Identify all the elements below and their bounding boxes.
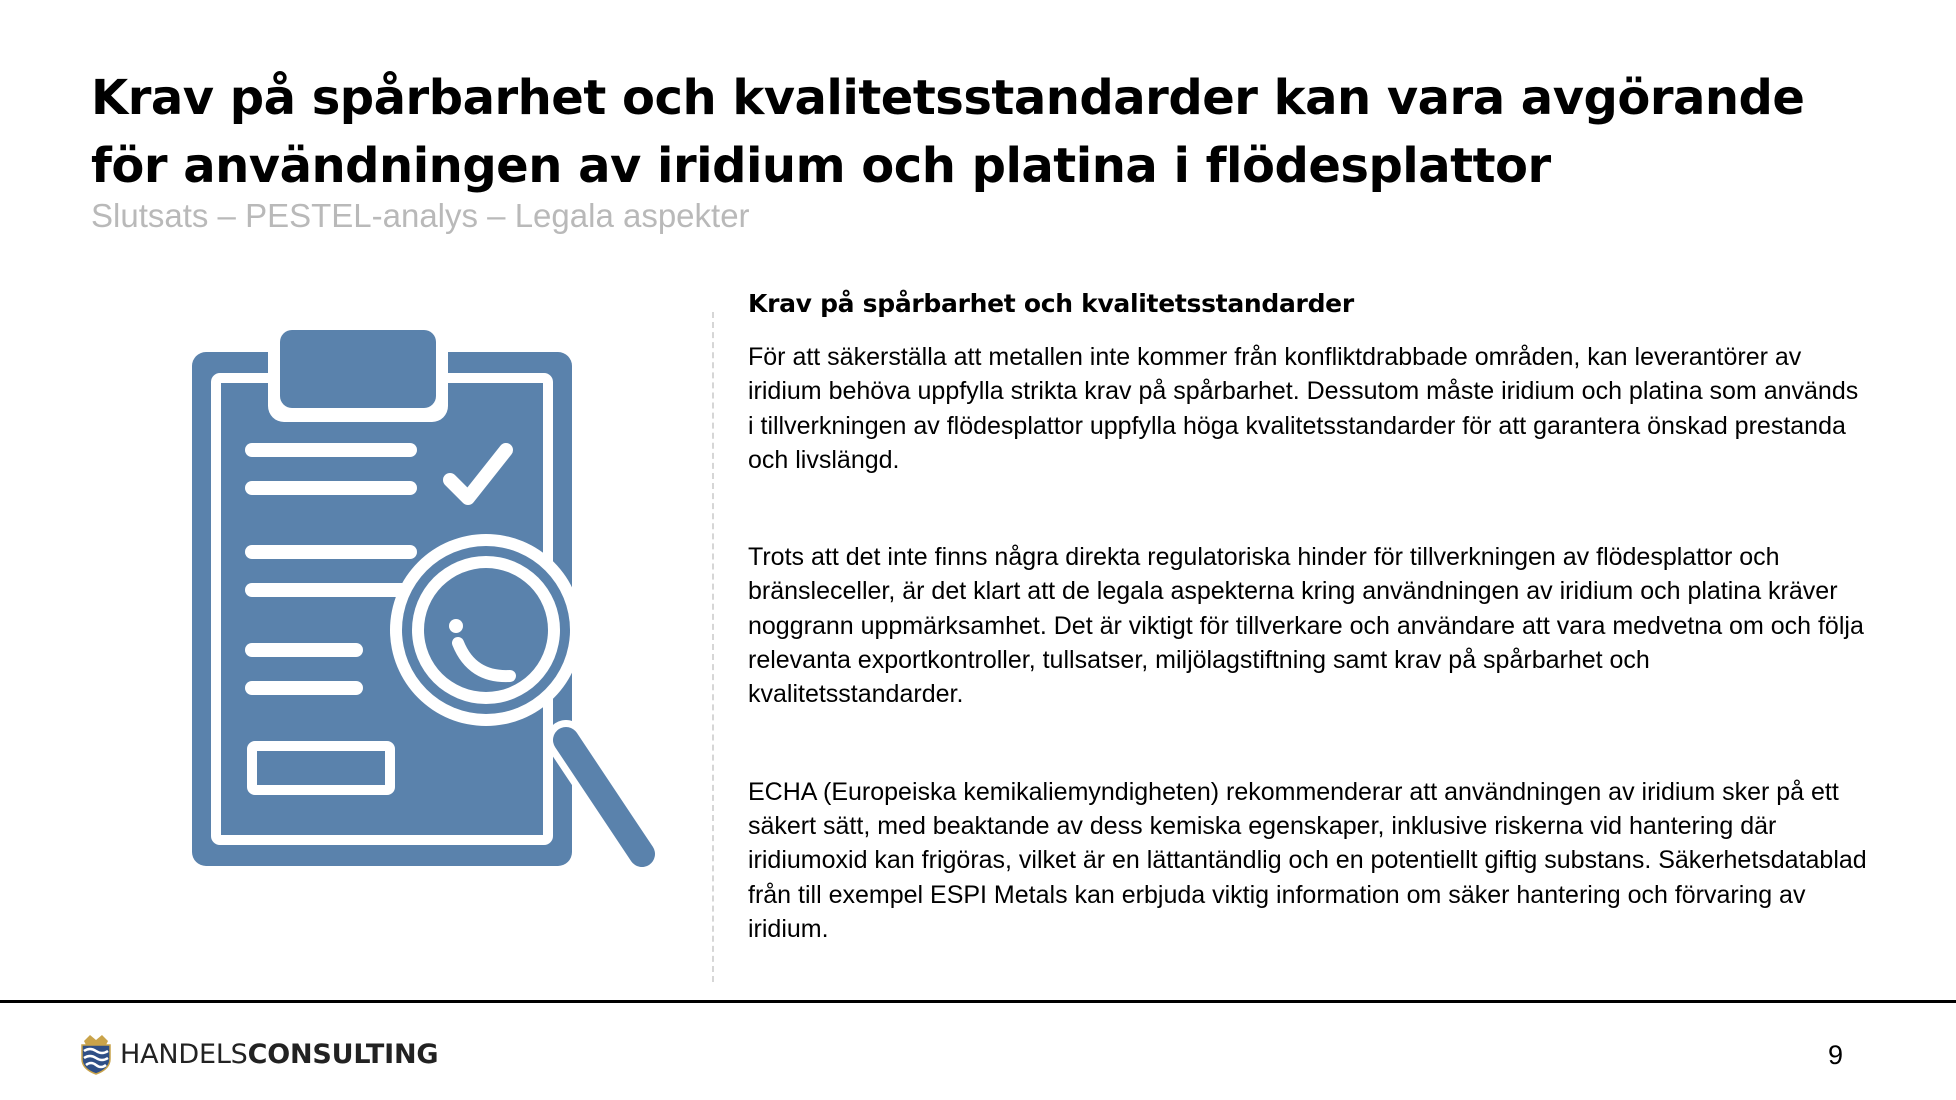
crest-icon	[78, 1033, 114, 1075]
section-heading: Krav på spårbarhet och kvalitetsstandarder	[748, 289, 1354, 318]
logo-text-handels: HANDELS	[120, 1038, 248, 1070]
page-number: 9	[1827, 1040, 1843, 1070]
logo-wordmark	[120, 1039, 438, 1070]
content-column	[748, 284, 1868, 1009]
footer-divider	[0, 1000, 1956, 1003]
paragraph-echa: ECHA (Europeiska kemikaliemyndigheten) rekommenderar att användningen av iridium sker på ett säkert sätt, med beaktande av dess kemiska egenskaper, inklusive riskerna vid hantering där iridiumoxid kan frigöras, vilket är en lättantändlig och en potentiellt giftig substans. Säkerhetsdatablad från till exempel ESPI Metals kan erbjuda viktig information om säker hantering och förvaring av iridium.	[748, 777, 1867, 943]
page-title: Krav på spårbarhet och kvalitetsstandarder kan vara avgörande för användningen av iridium och platina i flödesplattor	[91, 70, 1805, 194]
page-subtitle: Slutsats – PESTEL-analys – Legala aspekter	[91, 197, 750, 234]
paragraph-regulatory: Trots att det inte finns några direkta regulatoriska hinder för tillverkningen av flödesplattor och bränsleceller, är det klart att de legala aspekterna kring användningen av iridium och platina kräver noggrann uppmärksamhet. Det är viktigt för tillverkare och användare att vara medvetna om och följa relevanta exportkontroller, tullsatser, miljölagstiftning samt krav på spårbarhet och kvalitetsstandarder.	[748, 543, 1864, 709]
logo-text-consulting: CONSULTING	[247, 1038, 439, 1070]
paragraph-traceability: För att säkerställa att metallen inte kommer från konfliktdrabbade områden, kan leverantörer av iridium behöva uppfylla strikta krav på spårbarhet. Dessutom måste iridium och platina som används i tillverkningen av flödesplattor uppfylla höga kvalitetsstandarder för att garantera önskad prestanda och livslängd.	[748, 343, 1859, 474]
clipboard-magnifier-icon	[186, 330, 666, 870]
company-logo	[78, 1033, 438, 1075]
column-divider	[712, 312, 714, 982]
